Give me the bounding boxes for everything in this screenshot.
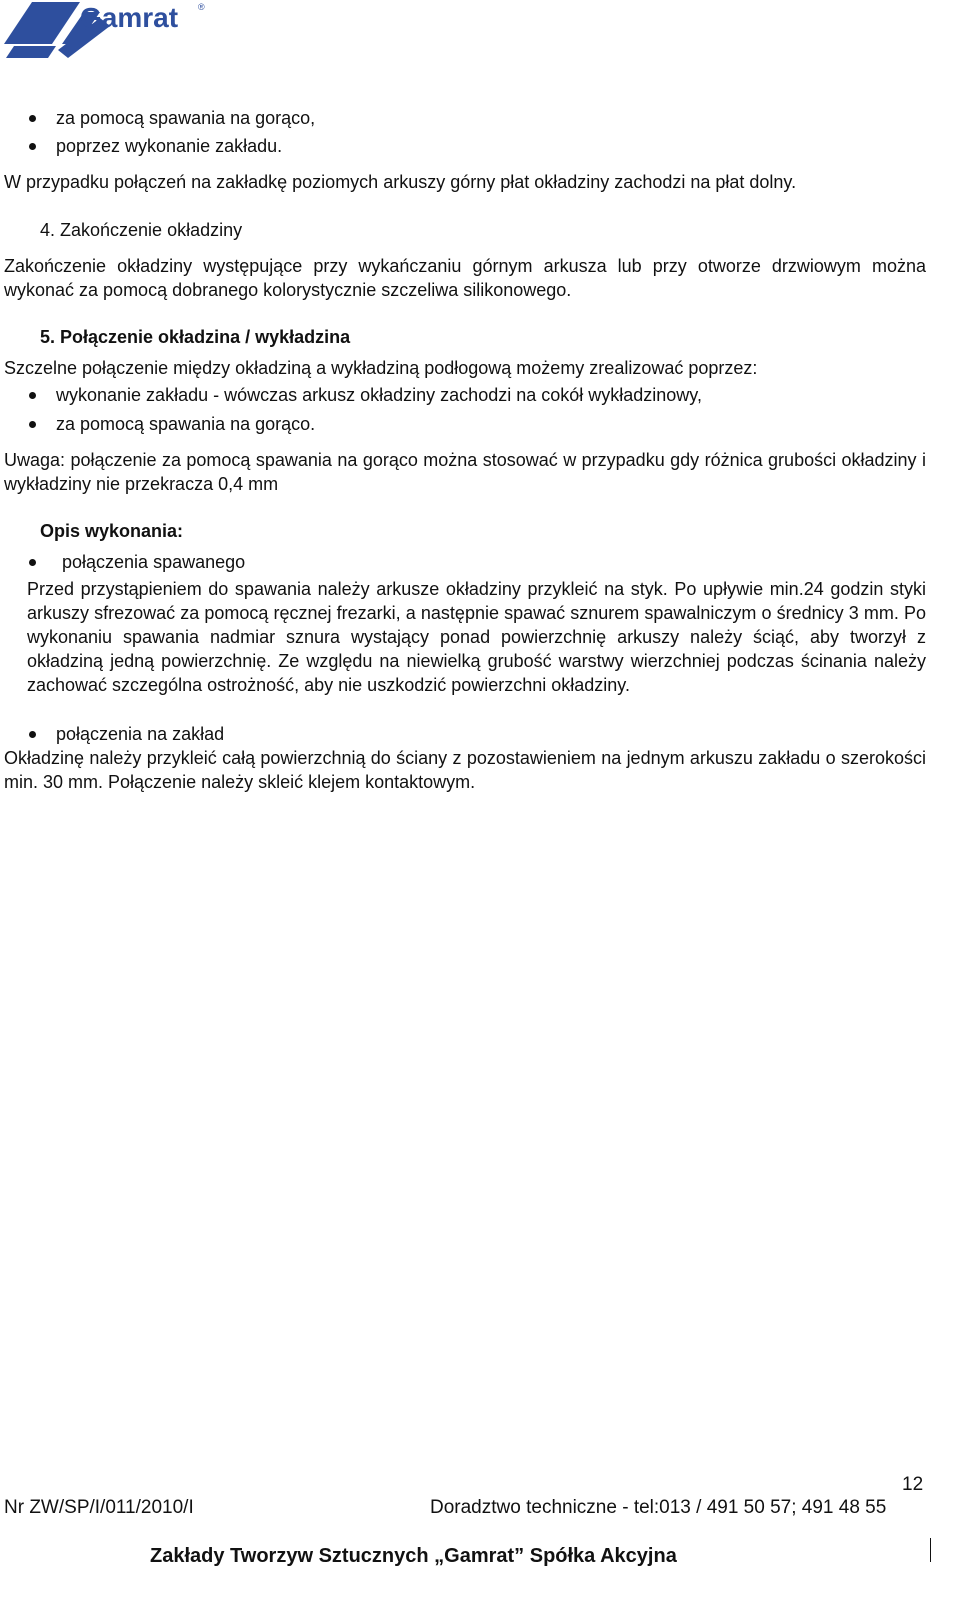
bullet-icon	[29, 421, 36, 428]
logo-wordmark: Gamrat	[80, 2, 179, 33]
welded-text: Przed przystąpieniem do spawania należy arkusze okładziny przykleić na styk. Po upływie min.24 godzin styki arkuszy sfrezować za pomocą ręcznej frezarki, a następnie spawać sznurem spawalniczym o średnicy 3 mm. Po wykonaniu spawania nadmiar sznura wystający ponad powierzchnię arkuszy należy ściąć, aby tworzył z okładziną jedną powierzchnię. Ze względu na niewielką grubość warstwy wierzchniej podczas ścinania należy zachować szczególna ostrożność, aby nie uszkodzić powierzchni okładziny.	[27, 579, 926, 695]
section-5-title: 5. Połączenie okładzina / wykładzina	[40, 327, 351, 347]
list-item: za pomocą spawania na gorąco,	[56, 108, 316, 128]
section-4-text: Zakończenie okładziny występujące przy wykańczaniu górnym arkusza lub przy otworze drzwiowym można wykonać za pomocą dobranego kolorystycznie szczeliwa silikonowego.	[4, 256, 926, 300]
page-number: 12	[902, 1474, 924, 1495]
document-number: Nr ZW/SP/I/011/2010/I	[4, 1497, 194, 1518]
logo-mark-icon	[4, 0, 214, 66]
section-5-intro: Szczelne połączenie między okładziną a wykładziną podłogową możemy zrealizować poprzez:	[4, 358, 758, 378]
registered-mark: ®	[198, 2, 205, 12]
list-item: za pomocą spawania na gorąco.	[56, 414, 316, 434]
welded-label: połączenia spawanego	[62, 552, 246, 572]
bullet-icon	[29, 559, 36, 566]
overlap-paragraph: W przypadku połączeń na zakładkę poziomych arkuszy górny płat okładziny zachodzi na płat dolny.	[4, 172, 797, 192]
bullet-icon	[29, 392, 36, 399]
overlap-text: Okładzinę należy przykleić całą powierzchnią do ściany z pozostawieniem na jednym arkuszu zakładu o szerokości min. 30 mm. Połączenie należy skleić klejem kontaktowym.	[4, 748, 926, 792]
note-paragraph: Uwaga: połączenie za pomocą spawania na gorąco można stosować w przypadku gdy różnica grubości okładziny i wykładziny nie przekracza 0,4 mm	[4, 450, 926, 494]
bullet-icon	[29, 731, 36, 738]
footer-divider	[930, 1538, 931, 1562]
company-name: Zakłady Tworzyw Sztucznych „Gamrat” Spółka Akcyjna	[150, 1545, 677, 1567]
bullet-icon	[29, 115, 36, 122]
list-item: wykonanie zakładu - wówczas arkusz okładziny zachodzi na cokół wykładzinowy,	[56, 385, 702, 405]
technical-contact: Doradztwo techniczne - tel:013 / 491 50 57; 491 48 55	[430, 1497, 887, 1518]
execution-title: Opis wykonania:	[40, 521, 184, 541]
list-item: poprzez wykonanie zakładu.	[56, 136, 283, 156]
section-4-title: 4. Zakończenie okładziny	[40, 220, 243, 240]
company-logo	[4, 0, 214, 66]
bullet-icon	[29, 143, 36, 150]
overlap-label: połączenia na zakład	[56, 724, 225, 744]
